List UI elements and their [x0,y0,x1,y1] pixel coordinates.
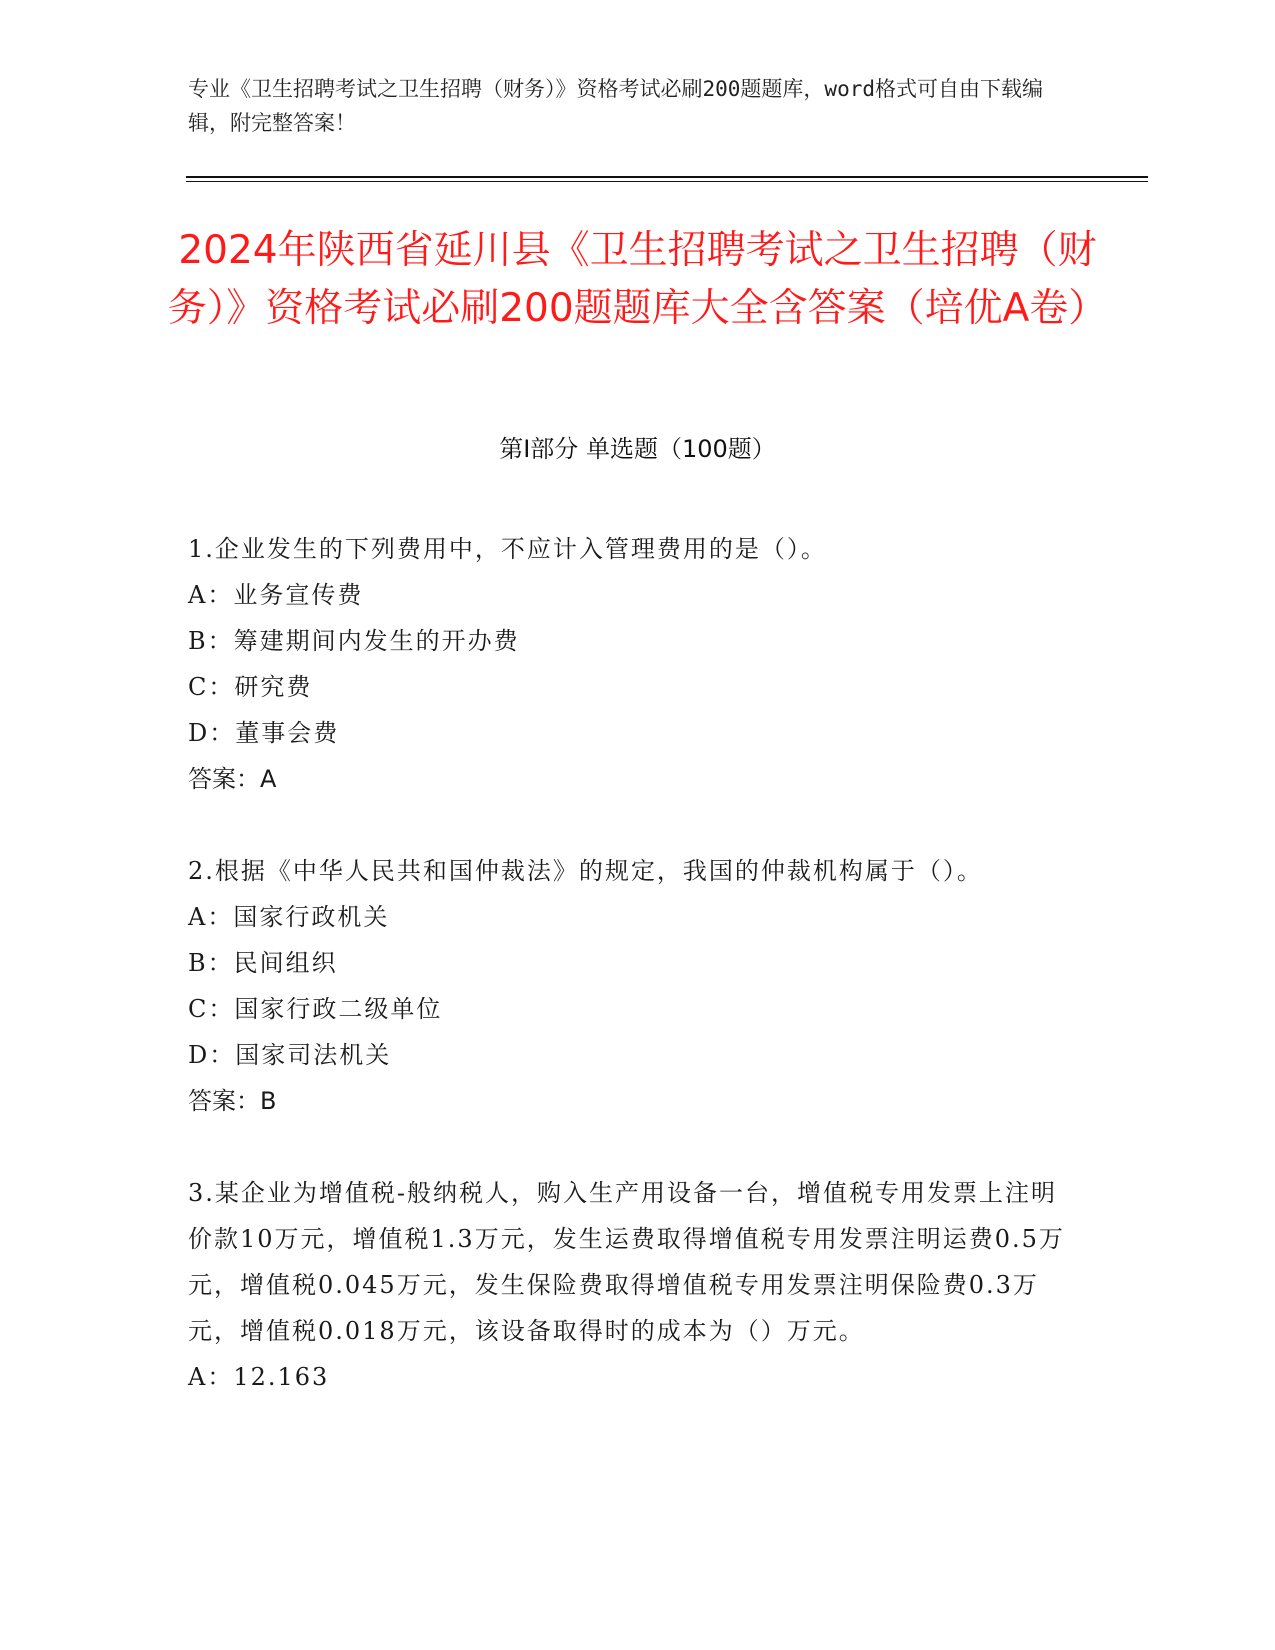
document-title: 2024年陕西省延川县《卫生招聘考试之卫生招聘（财务）》资格考试必刷200题题库大全含答案（培优A卷） [167,228,1108,331]
option-d: D：国家司法机关 [188,1041,392,1069]
header-divider [186,176,1148,178]
option-a: A：12.163 [188,1363,330,1391]
option-b: B：筹建期间内发生的开办费 [188,627,520,655]
question-stem: 2.根据《中华人民共和国仲裁法》的规定，我国的仲裁机构属于（）。 [188,857,983,885]
question-list [188,526,1078,1446]
question-1 [188,526,1078,802]
question-stem: 1.企业发生的下列费用中，不应计入管理费用的是（）。 [188,535,827,563]
answer: 答案：B [188,1087,277,1115]
section-heading: 第I部分 单选题（100题） [499,435,776,463]
question-2 [188,848,1078,1124]
header-note: 专业《卫生招聘考试之卫生招聘（财务）》资格考试必刷200题题库，word格式可自由下载编辑，附完整答案！ [188,77,1043,135]
question-stem: 3.某企业为增值税-般纳税人，购入生产用设备一台，增值税专用发票上注明价款10万元，增值税1.3万元，发生运费取得增值税专用发票注明运费0.5万元，增值税0.045万元，发生保险费取得增值税专用发票注明保险费0.3万元，增值税0.018万元，该设备取得时的成本为（）万元。 [188,1179,1065,1345]
option-c: C：研究费 [188,673,313,701]
option-a: A：国家行政机关 [188,903,390,931]
question-3 [188,1170,1078,1400]
option-a: A：业务宣传费 [188,581,364,609]
header-divider-thin [186,181,1148,182]
answer: 答案：A [188,765,277,793]
option-b: B：民间组织 [188,949,338,977]
option-c: C：国家行政二级单位 [188,995,443,1023]
option-d: D：董事会费 [188,719,340,747]
